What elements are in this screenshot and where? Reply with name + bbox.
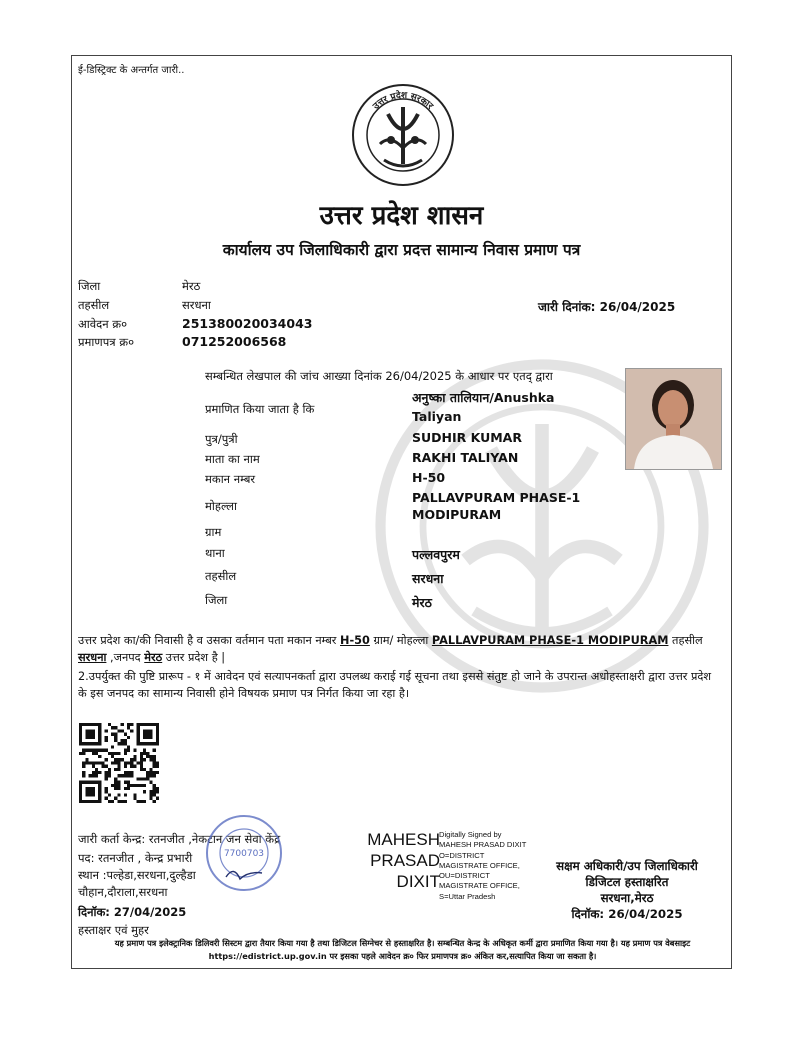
- authority-block: सक्षम अधिकारी/उप जिलाधिकारी डिजिटल हस्ताक्षरित सरधना,मेरठ दिनॉक: 26/04/2025: [556, 859, 698, 921]
- stamp-number: 7700703: [223, 849, 265, 859]
- detail-value-mohalla-line2: MODIPURAM: [412, 507, 502, 522]
- para-tehsil: सरधना: [78, 651, 107, 664]
- issue-date: जारी दिनांक: 26/04/2025: [538, 300, 676, 314]
- header-note: ई-डिस्ट्रिक्ट के अन्तर्गत जारी..: [78, 65, 185, 76]
- footer-note: यह प्रमाण पत्र इलेक्ट्रानिक डिलिवरी सिस्टम द्वारा तैयार किया गया है तथा डिजिटल सिग्नेचर से हस्ताक्षरित है। सम्बन्धित केन्द्र के अधिकृत कर्मी द्वारा प्रमाणित किया गया है। यह प्रमाण पत्र वेबसाइट https://edistrict.up.gov.in पर इसका पहले आवेदन क्र० फिर प्रमाणपत्र क्र० अंकित कर,सत्यापित किया जा सकता है।: [114, 938, 691, 961]
- meta-label-certificate-no: प्रमाणपत्र क्र०: [78, 335, 135, 349]
- applicant-name-line1: अनुष्का तालियान/Anushka: [412, 390, 555, 405]
- detail-label-tehsil: तहसील: [205, 569, 237, 583]
- digital-signer-name: MAHESH PRASAD DIXIT: [367, 830, 440, 891]
- meta-value-application-no: 251380020034043: [182, 316, 313, 331]
- intro-line: सम्बन्धित लेखपाल की जांच आख्या दिनांक 26/04/2025 के आधार पर एतद् द्वारा: [205, 369, 553, 383]
- detail-label-house: मकान नम्बर: [205, 472, 256, 486]
- issuer-place-line2: चौहान,दौराला,सरधना: [78, 885, 168, 899]
- issuer-place: स्थान :पल्हेडा,सरधना,दुल्हैडा: [78, 868, 196, 882]
- para-house-number: H-50: [340, 634, 370, 647]
- applicant-name-line2: Taliyan: [412, 409, 462, 424]
- meta-value-district: मेरठ: [182, 279, 201, 293]
- issuer-sign-label: हस्ताक्षर एवं मुहर: [78, 923, 149, 937]
- detail-label-mother: माता का नाम: [205, 452, 260, 466]
- meta-label-district: जिला: [78, 279, 101, 293]
- meta-label-application-no: आवेदन क्र०: [78, 317, 128, 331]
- detail-label-district: जिला: [205, 593, 228, 607]
- confirmation-paragraph: 2.उपर्युक्त की पुष्टि प्रारूप - १ में आवेदन एवं सत्यापनकर्ता द्वारा उपलब्ध कराई गई सूचना तथा इससे संतुष्ट हो जाने के उपरान्त अधोहस्ताक्षरी द्वारा उत्तर प्रदेश के इस जनपद का सामान्य निवासी होने विषयक प्रमाण पत्र निर्गत किया जा रहा है।: [78, 670, 712, 700]
- detail-value-mohalla: PALLAVPURAM PHASE-1: [412, 490, 581, 505]
- certificate: [71, 55, 732, 969]
- detail-label-police-station: थाना: [205, 546, 225, 560]
- detail-value-parent: SUDHIR KUMAR: [412, 430, 522, 445]
- meta-label-tehsil: तहसील: [78, 298, 110, 312]
- applicant-photo: [625, 368, 722, 470]
- detail-value-house: H-50: [412, 470, 446, 485]
- uttar-pradesh-emblem-icon: [350, 82, 456, 188]
- detail-value-mother: RAKHI TALIYAN: [412, 450, 519, 465]
- para-mohalla: PALLAVPURAM PHASE-1 MODIPURAM: [431, 634, 669, 647]
- meta-value-tehsil: सरधना: [182, 298, 211, 312]
- page-subtitle: कार्यालय उप जिलाधिकारी द्वारा प्रदत्त सामान्य निवास प्रमाण पत्र: [222, 241, 581, 259]
- official-stamp-icon: [204, 813, 284, 893]
- detail-label-parent: पुत्र/पुत्री: [205, 432, 238, 446]
- detail-value-tehsil: सरधना: [412, 571, 444, 586]
- digital-signature-info: Digitally Signed by MAHESH PRASAD DIXIT O=DISTRICT MAGISTRATE OFFICE, OU=DISTRICT MAGISTRATE OFFICE, S=Uttar Pradesh: [439, 830, 527, 901]
- issuer-date: दिनॉक: 27/04/2025: [78, 905, 187, 919]
- residence-paragraph: उत्तर प्रदेश का/की निवासी है व उसका वर्तमान पता मकान नम्बर H-50 ग्राम/ मोहल्ला PALLAVPURAM PHASE-1 MODIPURAM तहसील सरधना ,जनपद मेरठ उत्तर प्रदेश है |: [78, 634, 703, 664]
- certified-label: प्रमाणित किया जाता है कि: [205, 402, 315, 416]
- detail-label-village: ग्राम: [205, 525, 222, 539]
- detail-value-district: मेरठ: [412, 595, 432, 610]
- issuer-post: पद: रतनजीत , केन्द्र प्रभारी: [78, 851, 193, 865]
- meta-value-certificate-no: 071252006568: [182, 334, 287, 349]
- para-district: मेरठ: [144, 651, 163, 664]
- emblem-ring-text: उत्तर प्रदेश सरकार: [371, 90, 435, 112]
- detail-value-police-station: पल्लवपुरम: [412, 547, 460, 562]
- detail-label-mohalla: मोहल्ला: [205, 499, 237, 513]
- issuer-center: जारी कर्ता केन्द्र: रतनजीत ,नेकटान जन सेवा केंद्र: [78, 832, 281, 846]
- page-title: उत्तर प्रदेश शासन: [319, 201, 484, 231]
- qr-code: [79, 723, 159, 803]
